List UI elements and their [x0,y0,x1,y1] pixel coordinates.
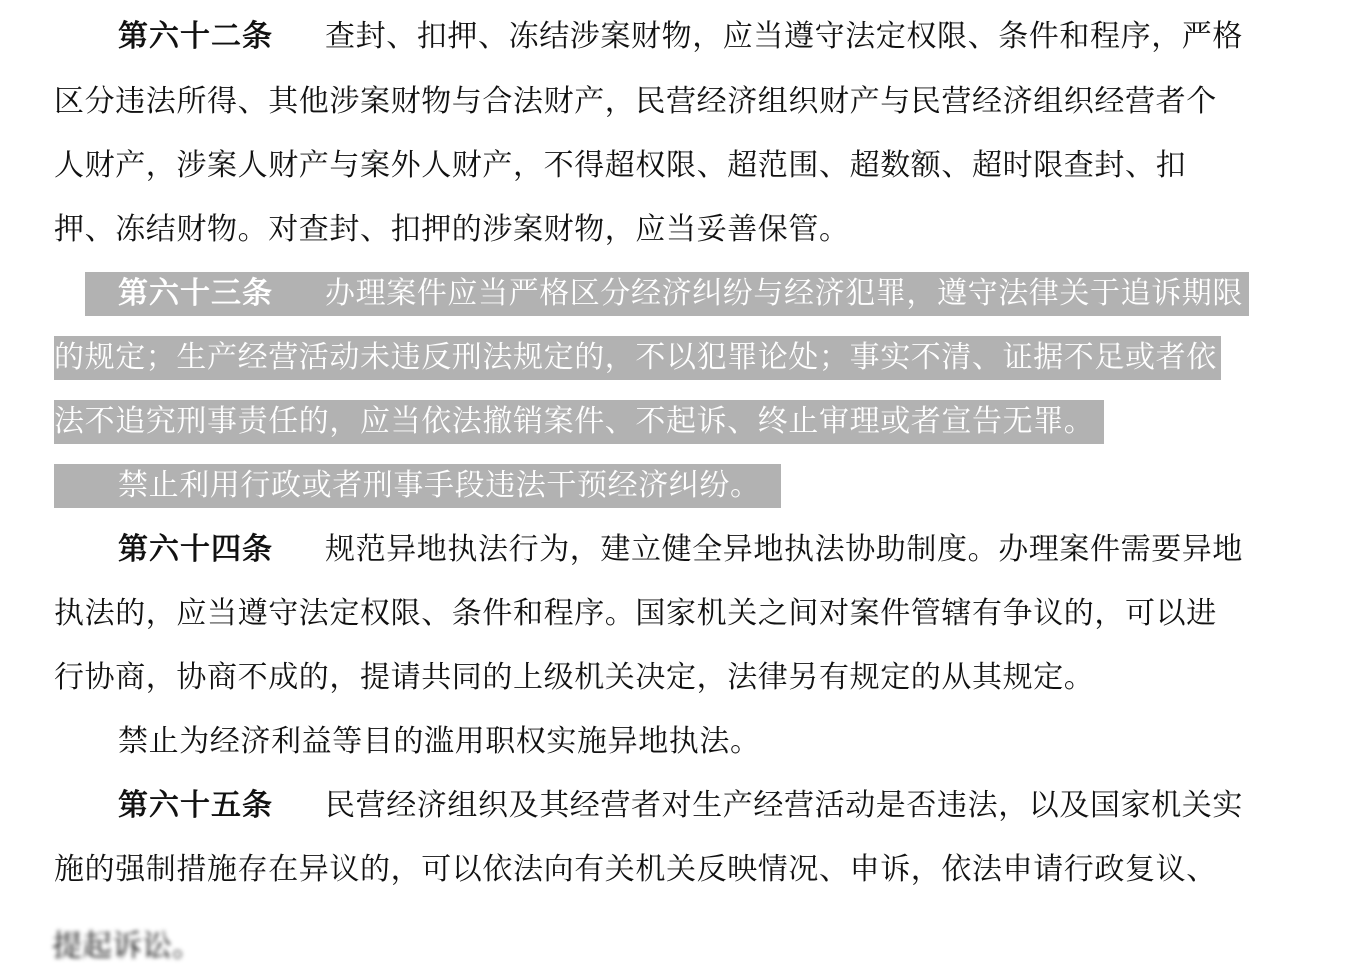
article-62-text-line-3: 人财产，涉案人财产与案外人财产，不得超权限、超范围、超数额、超时限查封、扣 [54,148,1187,183]
article-63-number: 第六十三条 [118,276,273,311]
article-62-text-line-2: 区分违法所得、其他涉案财物与合法财产，民营经济组织财产与民营经济组织经营者个 [54,84,1217,119]
article-62-text-line-4: 押、冻结财物。对查封、扣押的涉案财物，应当妥善保管。 [54,212,850,247]
article-64-number: 第六十四条 [118,532,273,567]
article-62-first-line [118,15,1243,59]
article-63-first-line [85,272,1249,316]
article-62-number: 第六十二条 [118,19,273,54]
article-65-first-line [118,784,1243,828]
article-65-text-line-3-text: 提起诉讼。 [52,929,202,964]
article-64-first-line [118,528,1243,572]
article-65-text-line-2: 施的强制措施存在异议的，可以依法向有关机关反映情况、申诉，依法申请行政复议、 [54,852,1217,887]
article-64-paragraph-2: 禁止为经济利益等目的滥用职权实施异地执法。 [118,724,761,759]
article-63-text-line-2: 的规定；生产经营活动未违反刑法规定的，不以犯罪论处；事实不清、证据不足或者依 [54,336,1221,380]
article-65-number: 第六十五条 [118,788,273,823]
article-62-text-line-1: 查封、扣押、冻结涉案财物，应当遵守法定权限、条件和程序，严格 [325,19,1243,54]
article-63-paragraph-2 [54,464,781,508]
article-64-text-line-2: 执法的，应当遵守法定权限、条件和程序。国家机关之间对案件管辖有争议的，可以进 [54,596,1217,631]
article-65-text-line-1: 民营经济组织及其经营者对生产经营活动是否违法，以及国家机关实 [325,788,1243,823]
article-63-text-line-3: 法不追究刑事责任的，应当依法撤销案件、不起诉、终止审理或者宣告无罪。 [54,400,1104,444]
article-64-text-line-1: 规范异地执法行为，建立健全异地执法协助制度。办理案件需要异地 [325,532,1243,567]
article-63-text-line-1: 办理案件应当严格区分经济纠纷与经济犯罪，遵守法律关于追诉期限 [325,276,1243,311]
article-63-paragraph-2-text: 禁止利用行政或者刑事手段违法干预经济纠纷。 [118,468,761,503]
article-65-text-line-3 [52,925,202,969]
article-64-text-line-3: 行协商，协商不成的，提请共同的上级机关决定，法律另有规定的从其规定。 [54,660,1095,695]
